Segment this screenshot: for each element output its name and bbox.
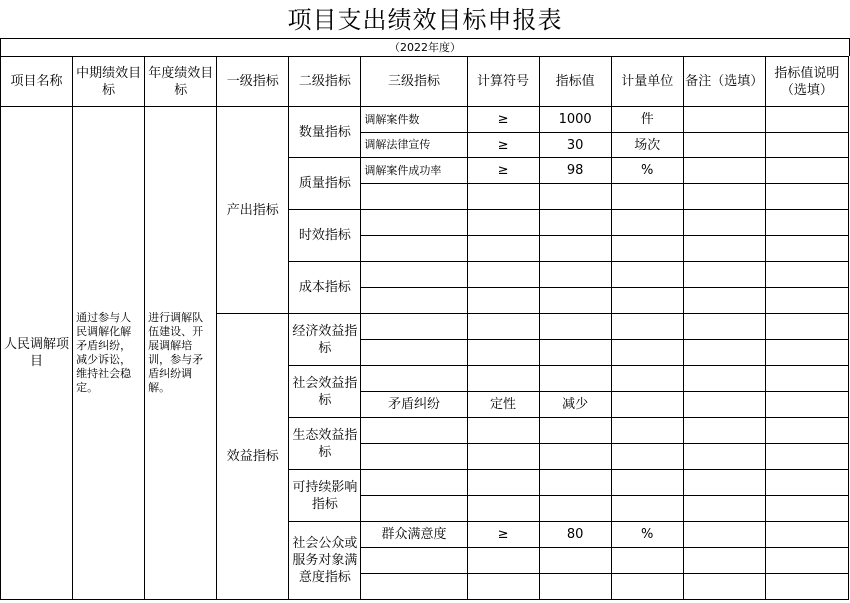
indicator-dispute-op: 定性 bbox=[467, 392, 539, 418]
indicator-success-op: ≥ bbox=[467, 158, 539, 184]
level2-quantity: 数量指标 bbox=[289, 107, 361, 158]
indicator-cases-name: 调解案件数 bbox=[361, 107, 467, 133]
header-annual-goal: 年度绩效目标 bbox=[145, 57, 217, 107]
form-title: 项目支出绩效目标申报表 bbox=[287, 6, 563, 34]
level1-benefit: 效益指标 bbox=[217, 314, 289, 600]
header-remark: 备注（选填） bbox=[683, 57, 765, 107]
mid-goal-cell: 通过参与人民调解化解矛盾纠纷，减少诉讼，维持社会稳定。 bbox=[73, 107, 145, 600]
indicator-dispute-value: 减少 bbox=[539, 392, 611, 418]
indicator-publicity-value: 30 bbox=[539, 133, 611, 158]
indicator-cases-op: ≥ bbox=[467, 107, 539, 133]
indicator-dispute-unit bbox=[611, 392, 683, 418]
header-unit: 计量单位 bbox=[611, 57, 683, 107]
indicator-satisfaction-op: ≥ bbox=[467, 522, 539, 548]
level1-output: 产出指标 bbox=[217, 107, 289, 314]
indicator-cases-unit: 件 bbox=[611, 107, 683, 133]
indicator-success-value: 98 bbox=[539, 158, 611, 184]
indicator-cases-value: 1000 bbox=[539, 107, 611, 133]
header-operator: 计算符号 bbox=[467, 57, 539, 107]
indicator-satisfaction-value: 80 bbox=[539, 522, 611, 548]
annual-goal-cell: 进行调解队伍建设、开展调解培训，参与矛盾纠纷调解。 bbox=[145, 107, 217, 600]
form-year: （2022年度） bbox=[0, 38, 850, 56]
indicator-publicity-op: ≥ bbox=[467, 133, 539, 158]
header-level1: 一级指标 bbox=[217, 57, 289, 107]
header-row bbox=[1, 57, 849, 107]
level2-timeliness: 时效指标 bbox=[289, 210, 361, 262]
header-value-desc: 指标值说明（选填） bbox=[765, 57, 848, 107]
level2-quality: 质量指标 bbox=[289, 158, 361, 210]
header-mid-goal: 中期绩效目标 bbox=[73, 57, 145, 107]
level2-satisfaction: 社会公众或服务对象满意度指标 bbox=[289, 522, 361, 600]
indicator-publicity-name: 调解法律宣传 bbox=[361, 133, 467, 158]
header-level2: 二级指标 bbox=[289, 57, 361, 107]
header-value: 指标值 bbox=[539, 57, 611, 107]
performance-table bbox=[0, 56, 849, 600]
level2-social: 社会效益指标 bbox=[289, 366, 361, 418]
table-row bbox=[1, 107, 849, 133]
level2-ecological: 生态效益指标 bbox=[289, 418, 361, 470]
header-level3: 三级指标 bbox=[361, 57, 467, 107]
level2-sustainable: 可持续影响指标 bbox=[289, 470, 361, 522]
indicator-dispute-name: 矛盾纠纷 bbox=[361, 392, 467, 418]
indicator-success-unit: % bbox=[611, 158, 683, 184]
indicator-publicity-unit: 场次 bbox=[611, 133, 683, 158]
level2-economic: 经济效益指标 bbox=[289, 314, 361, 366]
indicator-satisfaction-unit: % bbox=[611, 522, 683, 548]
indicator-success-name: 调解案件成功率 bbox=[361, 158, 467, 184]
project-name-cell: 人民调解项目 bbox=[1, 107, 73, 600]
header-project-name: 项目名称 bbox=[1, 57, 73, 107]
level2-cost: 成本指标 bbox=[289, 262, 361, 314]
indicator-satisfaction-name: 群众满意度 bbox=[361, 522, 467, 548]
